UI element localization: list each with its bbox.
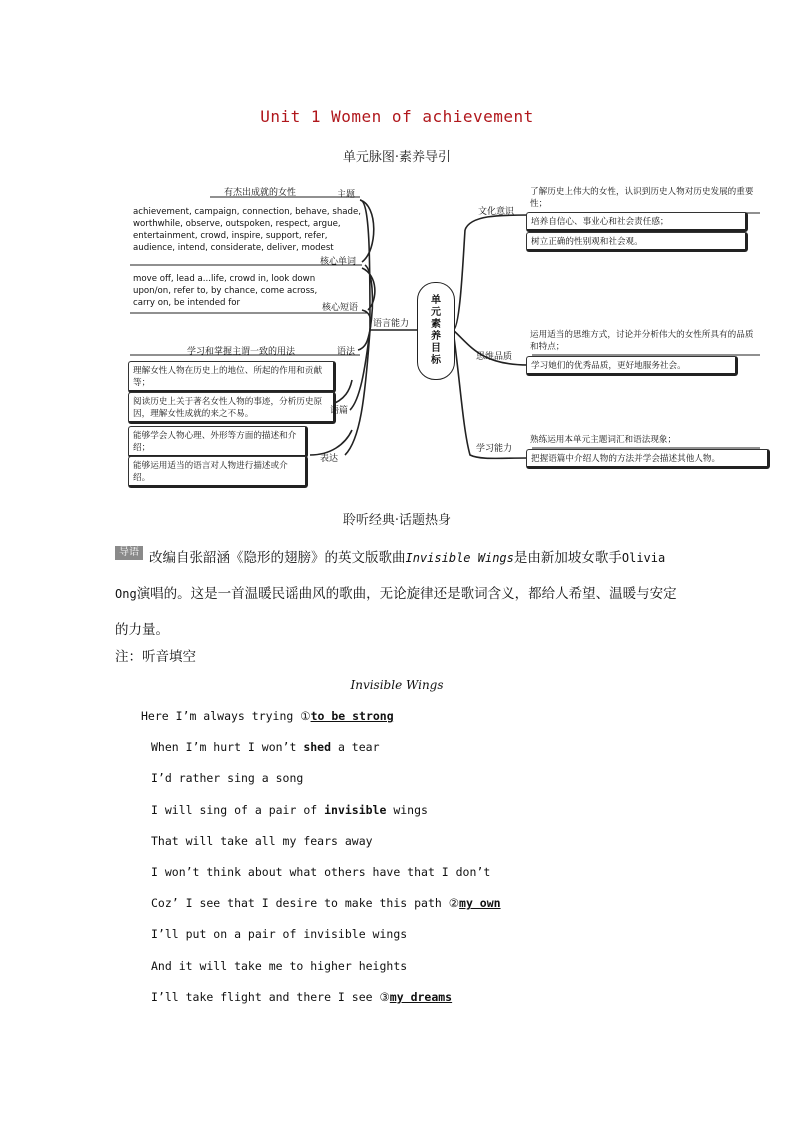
mm-expr-box-2: 能够运用适当的语言对人物进行描述或介绍。 bbox=[128, 456, 308, 488]
lyric-line: When I’m hurt I won’t shed a tear bbox=[151, 740, 380, 754]
lead-text-a: 改编自张韶涵《隐形的翅膀》的英文版歌曲 bbox=[149, 550, 406, 566]
lead-text-c: 演唱的。这是一首温暖民谣曲风的歌曲，无论旋律还是歌词含义，都给人希望、温暖与安定的力量。 bbox=[115, 586, 677, 638]
mm-label-language-ability: 语言能力 bbox=[373, 319, 410, 329]
lyric-line: I’d rather sing a song bbox=[151, 771, 304, 785]
mm-text-box-2: 阅读历史上关于著名女性人物的事迹，分析历史原因，理解女性成就的来之不易。 bbox=[128, 392, 336, 424]
mm-learning-1: 熟练运用本单元主题词汇和语法现象； bbox=[530, 435, 677, 445]
mm-label-thinking: 思维品质 bbox=[476, 352, 513, 362]
mm-culture-3: 树立正确的性别观和社会观。 bbox=[526, 232, 748, 252]
section-heading-listening: 聆听经典·话题热身 bbox=[342, 513, 452, 528]
note: 注：听音填空 bbox=[115, 649, 196, 665]
lyric-line: I’ll put on a pair of invisible wings bbox=[151, 927, 408, 941]
answer-blank-3[interactable]: my dreams bbox=[389, 990, 453, 1004]
mm-culture-1: 了解历史上伟大的女性，认识到历史人物对历史发展的重要性； bbox=[530, 187, 754, 209]
mm-label-learning: 学习能力 bbox=[476, 444, 513, 454]
mm-vocab-text: achievement, campaign, connection, behave, shade, worthwhile, observe, outspoken, respect, argue, entertainment, crowd, inspire, support, refer, audience, intend, considerate, deliver, modest bbox=[133, 207, 362, 253]
lyric-line: That will take all my fears away bbox=[151, 834, 373, 848]
mm-thinking-2: 学习她们的优秀品质，更好地服务社会。 bbox=[526, 356, 738, 376]
lyric-line: I will sing of a pair of invisible wings bbox=[151, 803, 428, 817]
mm-label-culture: 文化意识 bbox=[478, 207, 515, 217]
lyric-line: I won’t think about what others have that I don’t bbox=[151, 865, 491, 879]
mm-expr-box-1: 能够学会人物心理、外形等方面的描述和介绍； bbox=[128, 426, 308, 458]
lyric-line: Here I’m always trying ①to be strong bbox=[141, 709, 394, 723]
page-title: Unit 1 Women of achievement bbox=[260, 107, 534, 126]
lead-song-name: Invisible Wings bbox=[405, 551, 514, 565]
mm-label-vocab: 核心单词 bbox=[320, 257, 357, 267]
mm-label-expression: 表达 bbox=[320, 454, 339, 464]
lyric-line: I’ll take flight and there I see ③my dreams bbox=[151, 990, 453, 1004]
mm-theme-item: 有杰出成就的女性 bbox=[224, 188, 297, 198]
lead-singer: Olivia Ong bbox=[115, 551, 666, 601]
song-title: Invisible Wings bbox=[350, 678, 444, 692]
lyric-line: Coz’ I see that I desire to make this path ②my own bbox=[151, 896, 501, 910]
mm-label-discourse: 语篇 bbox=[330, 406, 349, 416]
lead-paragraph bbox=[115, 540, 685, 648]
mm-label-theme: 主题 bbox=[337, 190, 356, 200]
mm-thinking-1: 运用适当的思维方式，讨论并分析伟大的女性所具有的品质和特点； bbox=[530, 330, 754, 352]
mm-culture-2: 培养自信心、事业心和社会责任感； bbox=[526, 212, 748, 232]
lyric-line: And it will take me to higher heights bbox=[151, 959, 408, 973]
mm-learning-2: 把握语篇中介绍人物的方法并学会描述其他人物。 bbox=[526, 449, 770, 469]
mm-grammar-text: 学习和掌握主谓一致的用法 bbox=[187, 347, 296, 357]
mm-label-phrase: 核心短语 bbox=[322, 303, 359, 313]
mm-phrase-text: move off, lead a...life, crowd in, look down upon/on, refer to, by chance, come across, carry on, be intended for bbox=[133, 274, 318, 308]
mm-text-box-1: 理解女性人物在历史上的地位、所起的作用和贡献等； bbox=[128, 361, 336, 393]
mindmap-center: 单元素养目标 bbox=[417, 282, 455, 380]
answer-blank-1[interactable]: to be strong bbox=[310, 709, 394, 723]
lead-text-b: 是由新加坡女歌手 bbox=[513, 550, 622, 566]
lead-tag: 导语 bbox=[115, 546, 143, 560]
section-heading-mindmap: 单元脉图·素养导引 bbox=[342, 150, 452, 165]
answer-blank-2[interactable]: my own bbox=[459, 896, 501, 910]
mm-label-grammar: 语法 bbox=[337, 347, 356, 357]
